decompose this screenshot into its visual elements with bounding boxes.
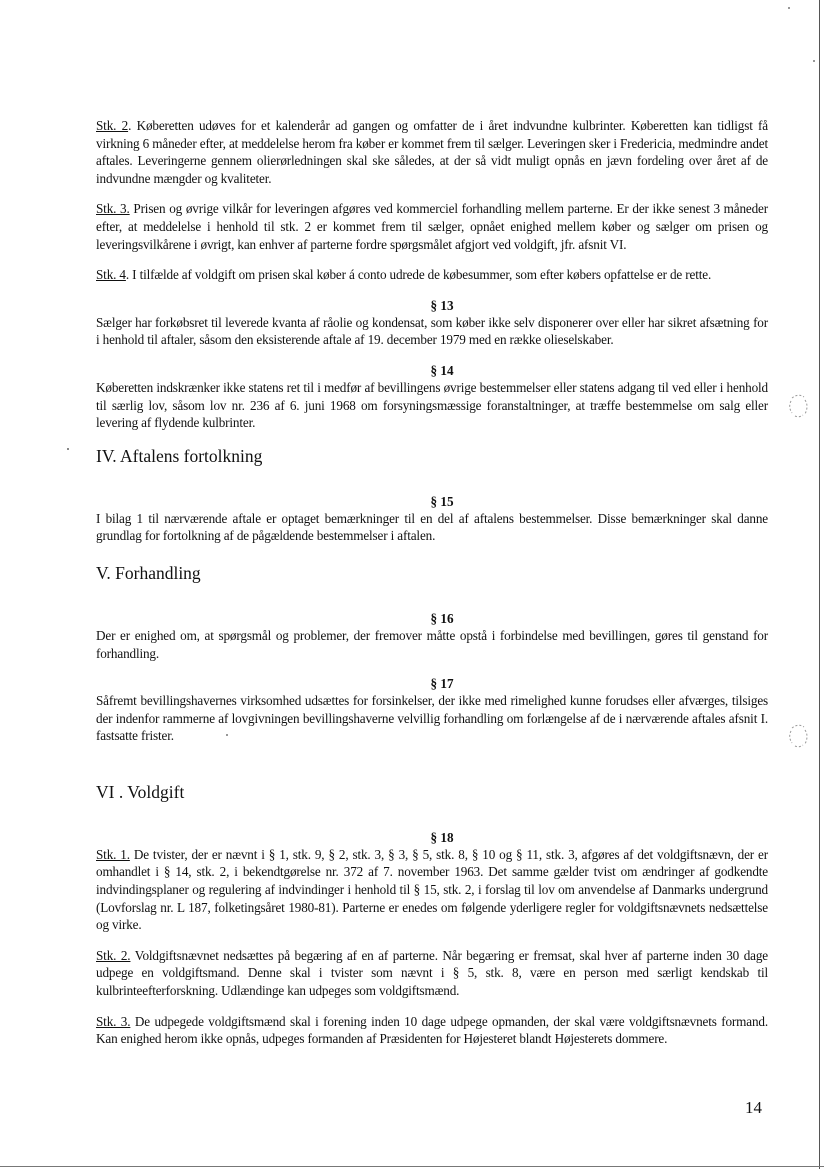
punch-hole-mark [786, 722, 810, 750]
scan-edge-bottom [0, 1166, 824, 1167]
stk-label: Stk. 3. [96, 201, 130, 217]
stk-label: Stk. 2. [96, 947, 131, 963]
chapter-heading-v: V. Forhandling [96, 562, 201, 583]
section-14-text: Køberetten indskrænker ikke statens ret til i medfør af bevillingens øvrige bestemmelser eller statens adgang til ved eller i henhold til særlig lov, såsom lov nr. 236 af 6. juni 1968 om forsyningsmæssige foranstaltninger, at træffe bestemmelse om salg eller levering af flydende kulbrinter. [96, 379, 768, 431]
scan-edge-right [819, 0, 820, 1169]
chapter-heading-iv: IV. Aftalens fortolkning [96, 445, 263, 466]
stk-label: Stk. 2 [96, 118, 129, 133]
section-heading-16: § 16 [430, 610, 454, 626]
paragraph-text: De tvister, der er nævnt i § 1, stk. 9, § 2, stk. 3, § 3, § 5, stk. 8, § 10 og § 11, stk. 3, afgøres af det voldgiftsnævn, der er omhandlet i § 14, stk. 2, i bekendtgørelse nr. 372 af 7. november 1963. Det samme gælder tvist om ændringer af godkendte indvindingsplaner og regulering af indvindinger i henhold til § 15, stk. 2, i forslag til lov om anvendelse af Danmarks undergrund (Lovforslag nr. L 187, folketingsåret 1980-81). Parterne er enedes om følgende yderligere regler for voldgiftsnævnets nedsættelse og virke. [96, 846, 768, 933]
stk-label: Stk. 3. [96, 1013, 131, 1029]
section-heading-13: § 13 [430, 297, 454, 313]
paragraph-text: Voldgiftsnævnet nedsættes på begæring af en af parterne. Når begæring er fremsat, skal hver af parterne inden 30 dage udpege en voldgiftsmand. Denne skal i tvister som nævnt i § 5, stk. 8, være en person med særligt kendskab til kulbrinteefterforskning. Udlændinge kan udpeges som voldgiftsmænd. [96, 947, 768, 999]
section-16-text: Der er enighed om, at spørgsmål og problemer, der fremover måtte opstå i forbindelse med bevillingen, gøres til genstand for forhandling. [96, 627, 768, 661]
section-15-text: I bilag 1 til nærværende aftale er optaget bemærkninger til en del af aftalens bestemmelser. Disse bemærkninger skal danne grundlag for fortolkning af de pågældende bestemmelser i aftalen. [96, 510, 768, 544]
paragraph-text: . I tilfælde af voldgift om prisen skal køber á conto udrede de købesummer, som efter købers opfattelse er de rette. [125, 267, 712, 283]
section-18-stk-1 [96, 846, 768, 934]
paragraph-stk-2 [96, 117, 768, 187]
page-number: 14 [745, 1098, 762, 1117]
paragraph-text: . Køberetten udøves for et kalenderår ad gangen og omfatter de i året indvundne kulbrinter. Køberetten kan tidligst få virkning 6 måneder efter, at meddelelse herom fra køber er kommet frem til sælger. Leveringen sker i Fredericia, medmindre andet aftales. Leveringerne gennem olierørledningen skal ske således, at der så vidt muligt opnås en jævn fordeling over året af de indvundne mængder og kvaliteter. [96, 118, 768, 186]
section-heading-14: § 14 [430, 362, 454, 378]
punch-hole-mark [786, 392, 810, 420]
paragraph-text: Prisen og øvrige vilkår for leveringen afgøres ved kommerciel forhandling mellem parterne. Er der ikke senest 3 måneder efter, at meddelelse i henhold til stk. 2 er kommet frem til sælger, opnået enighed mellem køber og sælger om prisen og leveringsvilkårene i øvrigt, kan enhver af parterne fordre spørgsmålet afgjort ved voldgift, jfr. afsnit VI. [96, 201, 769, 252]
section-18-stk-2 [96, 947, 768, 1000]
section-17-text: Såfremt bevillingshavernes virksomhed udsættes for forsinkelser, der ikke med rimelighed kunne forudses eller afværges, tilsiges der indenfor rammerne af lovgivningen bevillingshaverne velvillig forhandling om forlængelse af de i nærværende aftales afsnit I. fastsatte frister. [96, 693, 768, 744]
section-heading-15: § 15 [430, 493, 454, 509]
paragraph-stk-3 [96, 200, 768, 253]
section-heading-18: § 18 [430, 829, 454, 845]
scan-speck [813, 60, 815, 62]
stk-label: Stk. 1. [96, 846, 130, 862]
scan-speck [67, 448, 69, 450]
page-content [96, 117, 768, 1048]
chapter-heading-vi: VI . Voldgift [96, 781, 185, 802]
stk-label: Stk. 4 [96, 267, 126, 283]
section-13-text: Sælger har forkøbsret til leverede kvanta af råolie og kondensat, som køber ikke selv disponerer over eller har sikret afsætning for i henhold til aftaler, såsom den eksisterende aftale af 19. december 1979 med en række olieselskaber. [96, 314, 768, 348]
paragraph-text: De udpegede voldgiftsmænd skal i forening inden 10 dage udpege opmanden, der skal være voldgiftsnævnets formand. Kan enighed herom ikke opnås, udpeges formanden af Præsidenten for Højesteret blandt Højesterets dommere. [96, 1013, 768, 1047]
section-heading-17: § 17 [430, 676, 454, 692]
paragraph-stk-4 [96, 266, 768, 284]
section-18-stk-3 [96, 1013, 768, 1048]
scan-speck [788, 7, 790, 9]
